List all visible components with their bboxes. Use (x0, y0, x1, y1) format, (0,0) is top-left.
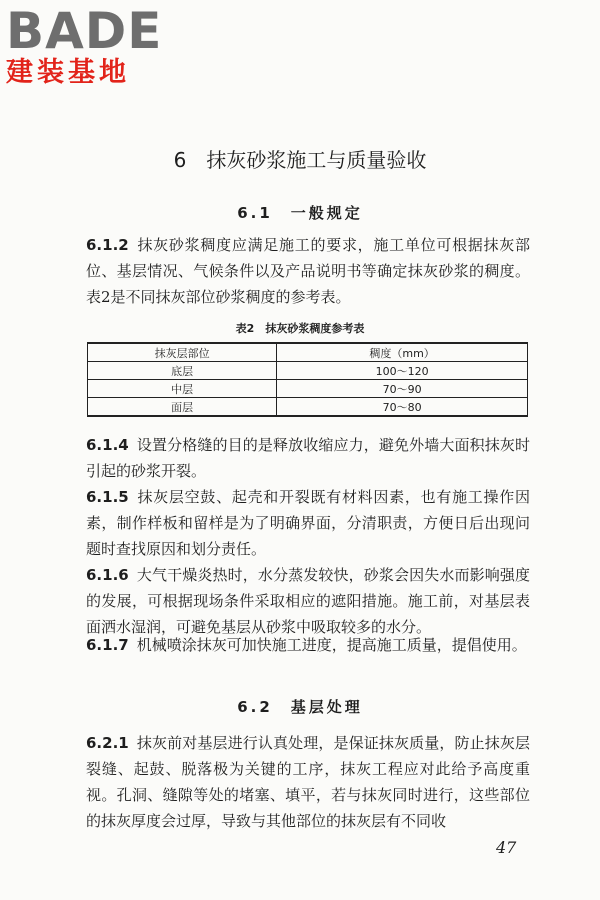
clause-number: 6.1.4 (86, 436, 129, 454)
table-row (88, 362, 528, 380)
paragraph (86, 632, 530, 658)
page-number: 47 (496, 838, 517, 857)
clause-number: 6.1.7 (86, 636, 129, 654)
clause-number: 6.1.2 (86, 236, 129, 254)
clause-text: 机械喷涂抹灰可加快施工进度，提高施工质量，提倡使用。 (136, 636, 527, 654)
clause-number: 6.1.5 (86, 488, 129, 506)
clause-text: 抹灰砂浆稠度应满足施工的要求，施工单位可根据抹灰部位、基层情况、气候条件以及产品说明书等确定抹灰砂浆的稠度。表2是不同抹灰部位砂浆稠度的参考表。 (86, 236, 530, 306)
table-cell: 面层 (88, 398, 277, 417)
paragraph (86, 232, 530, 310)
consistency-table (87, 342, 528, 417)
table-cell: 100～120 (277, 362, 528, 380)
section-heading: 6.1 一般规定 (237, 204, 363, 222)
table-row (88, 398, 528, 417)
table-header-row (88, 343, 528, 362)
table-cell: 底层 (88, 362, 277, 380)
paragraph (86, 730, 530, 834)
clause-text: 大气干燥炎热时，水分蒸发较快，砂浆会因失水而影响强度的发展，可根据现场条件采取相应的遮阳措施。施工前，对基层表面洒水湿润，可避免基层从砂浆中吸取较多的水分。 (86, 566, 530, 636)
clause-number: 6.2.1 (86, 734, 129, 752)
chapter-title: 6 抹灰砂浆施工与质量验收 (173, 148, 427, 172)
clause-text: 抹灰前对基层进行认真处理，是保证抹灰质量，防止抹灰层裂缝、起鼓、脱落极为关键的工序，抹灰工程应对此给予高度重视。孔洞、缝隙等处的堵塞、填平，若与抹灰同时进行，这些部位的抹灰厚度会过厚，导致与其他部位的抹灰层有不同收 (86, 734, 530, 830)
table-cell: 中层 (88, 380, 277, 398)
paragraph (86, 432, 530, 484)
clause-text: 抹灰层空鼓、起壳和开裂既有材料因素，也有施工操作因素，制作样板和留样是为了明确界面，分清职责，方便日后出现问题时查找原因和划分责任。 (86, 488, 530, 558)
logo-wordmark: BADE (6, 2, 163, 60)
table-cell: 70～80 (277, 398, 528, 417)
logo-subtitle: 建装基地 (6, 57, 130, 88)
bade-logo (6, 2, 163, 88)
table-cell: 70～90 (277, 380, 528, 398)
table-header-cell: 稠度（mm） (277, 343, 528, 362)
section-heading: 6.2 基层处理 (237, 698, 363, 716)
table-header-cell: 抹灰层部位 (88, 343, 277, 362)
table-row (88, 380, 528, 398)
clause-text: 设置分格缝的目的是释放收缩应力，避免外墙大面积抹灰时引起的砂浆开裂。 (86, 436, 530, 480)
paragraph (86, 484, 530, 562)
paragraph (86, 562, 530, 640)
table-caption: 表2 抹灰砂浆稠度参考表 (235, 322, 365, 335)
clause-number: 6.1.6 (86, 566, 129, 584)
